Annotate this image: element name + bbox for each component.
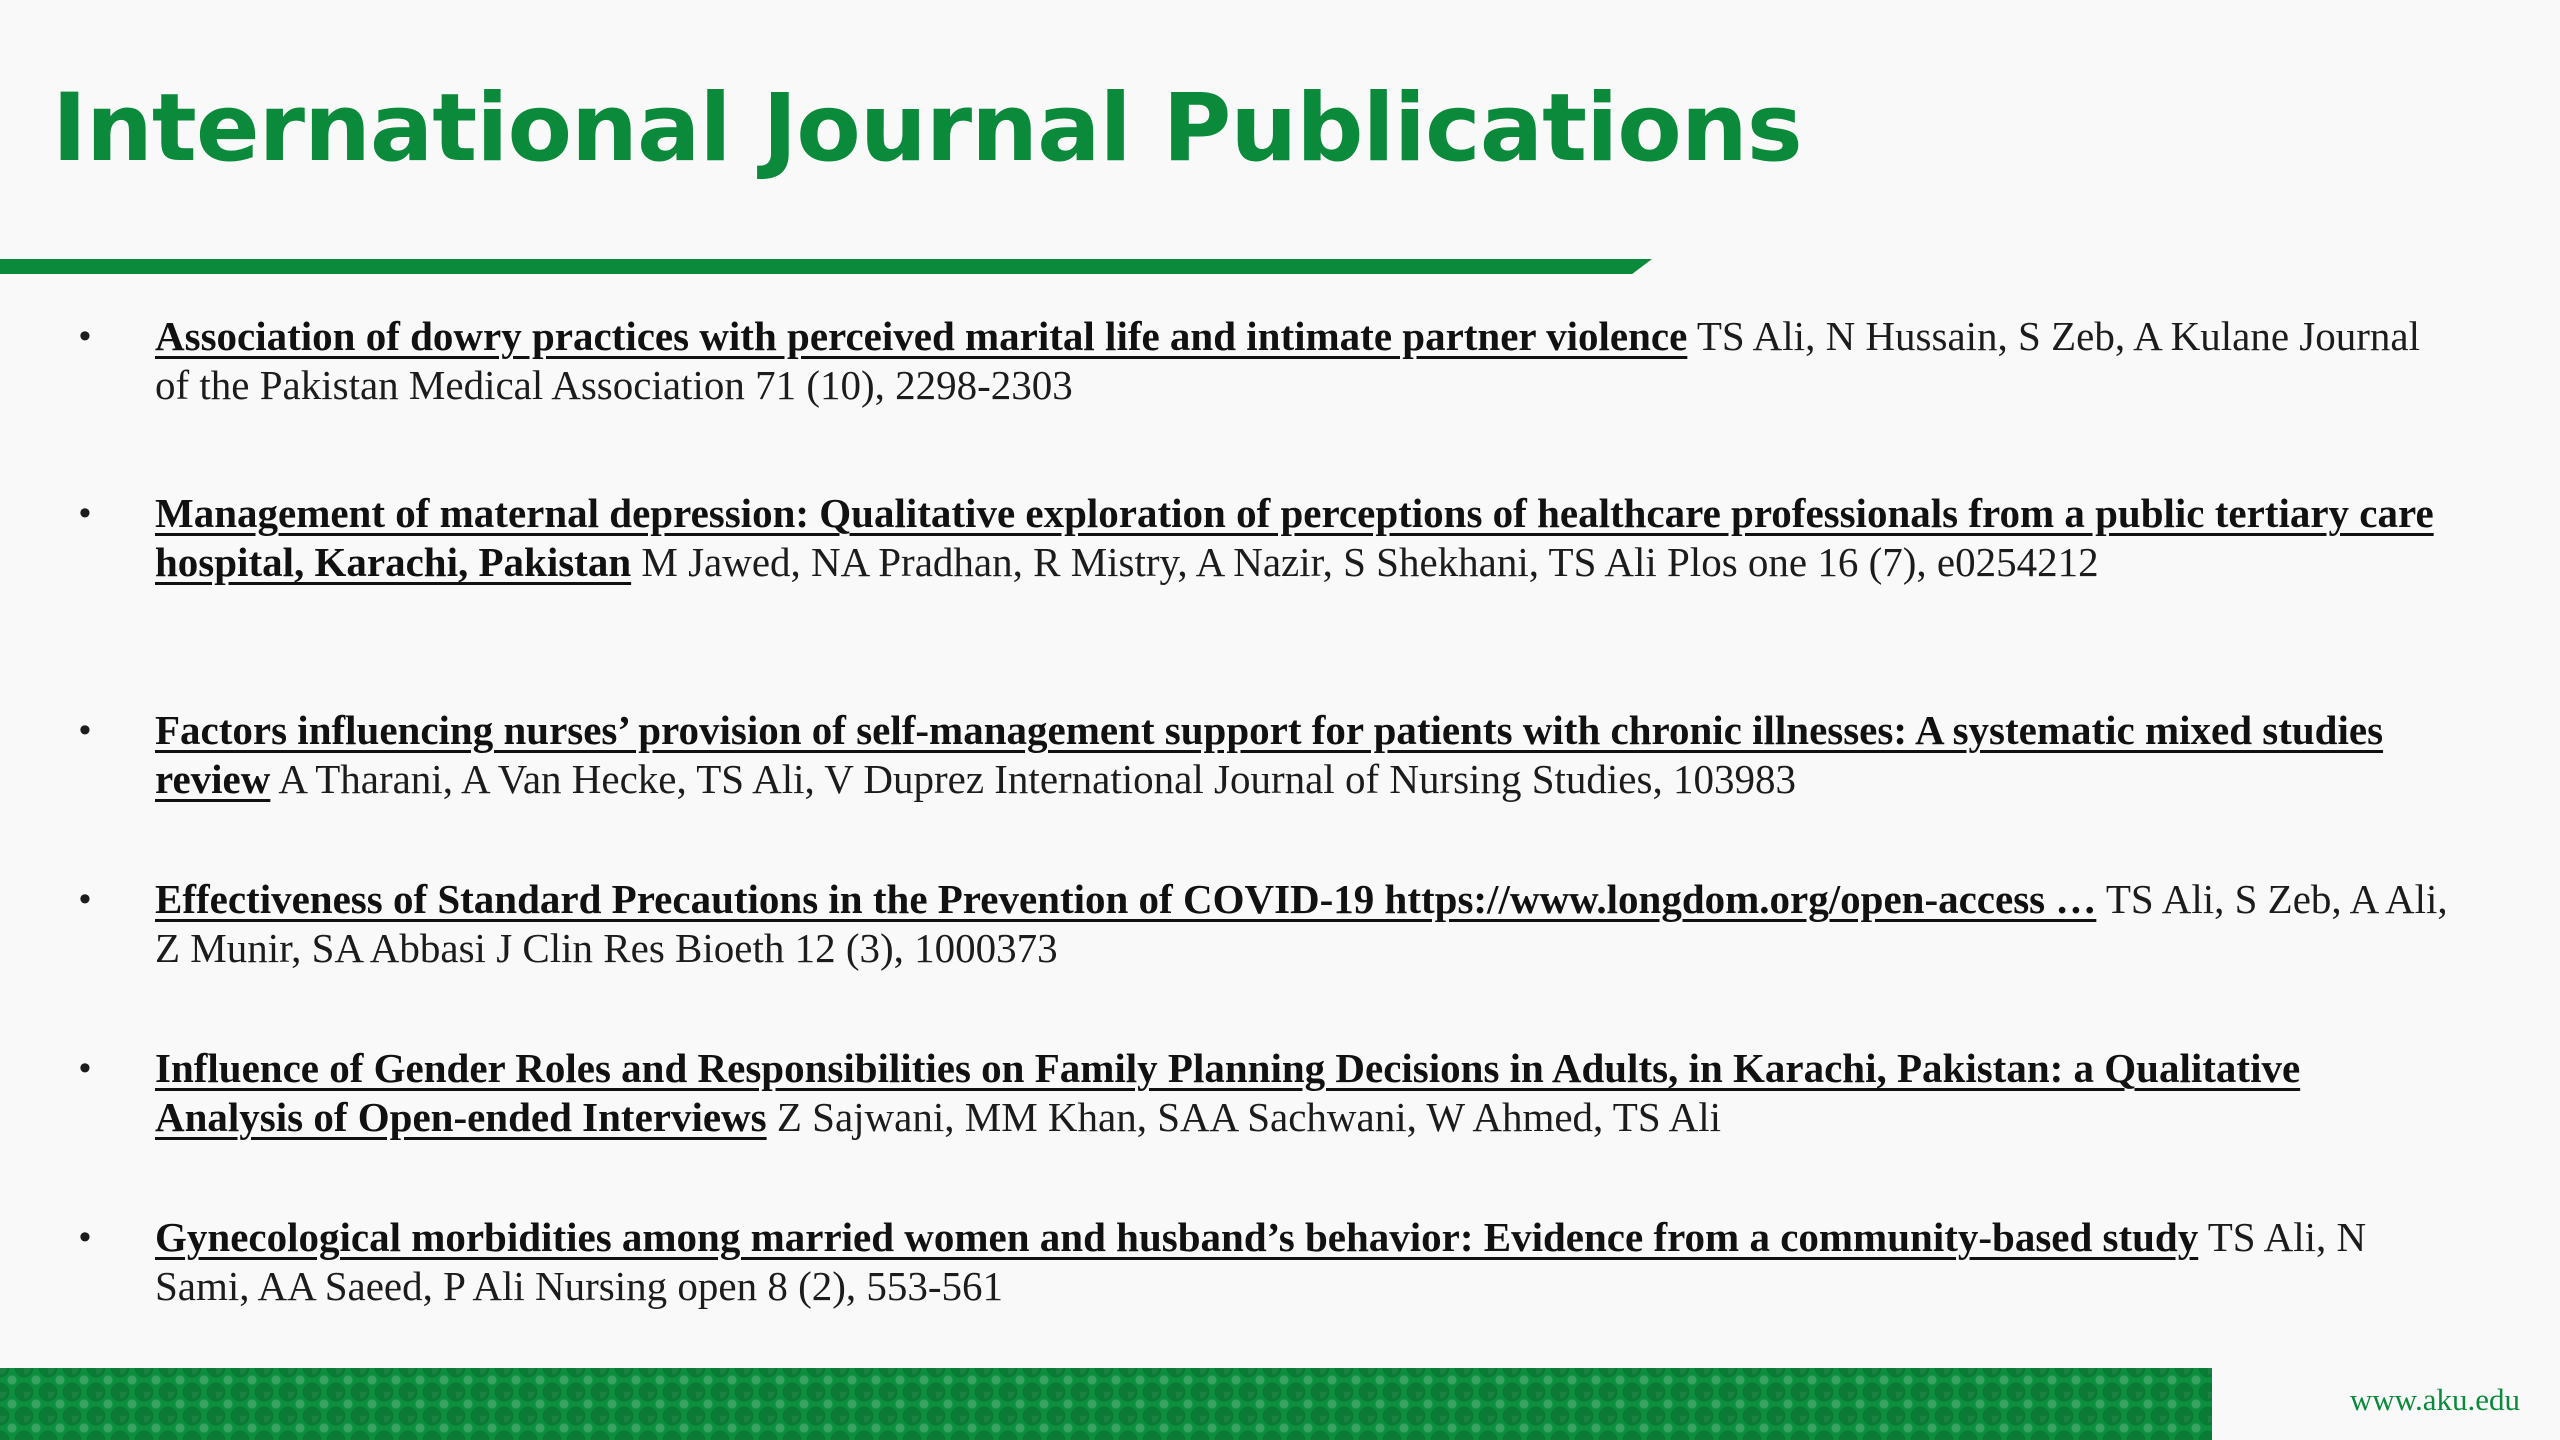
list-item: [155, 489, 2455, 587]
list-item: [155, 875, 2455, 973]
publication-details: TS Ali, N Sami, AA Saeed, P Ali Nursing open 8 (2), 553-561: [155, 1214, 2367, 1309]
list-item: [155, 312, 2455, 410]
list-item: [155, 1044, 2455, 1142]
publication-title-link[interactable]: Gynecological morbidities among married women and husband’s behavior: Evidence from a community-based study: [155, 1214, 2199, 1260]
publication-title-link[interactable]: Factors influencing nurses’ provision of self-management support for patients with chronic illnesses: A systematic mixed studies review: [155, 707, 2384, 802]
publication-title-link[interactable]: Management of maternal depression: Qualitative exploration of perceptions of healthcare professionals from a public tertiary care hospital, Karachi, Pakistan: [155, 490, 2434, 585]
publication-title-link[interactable]: Influence of Gender Roles and Responsibilities on Family Planning Decisions in Adults, in Karachi, Pakistan: a Qualitative Analysis of Open-ended Interviews: [155, 1045, 2301, 1140]
page-title: International Journal Publications: [52, 74, 1802, 183]
title-divider: [0, 259, 1652, 274]
publication-details: TS Ali, S Zeb, A Ali, Z Munir, SA Abbasi J Clin Res Bioeth 12 (3), 1000373: [155, 876, 2448, 971]
publication-details: A Tharani, A Van Hecke, TS Ali, V Duprez International Journal of Nursing Studies, 103983: [278, 756, 1796, 802]
publication-details: Z Sajwani, MM Khan, SAA Sachwani, W Ahmed, TS Ali: [776, 1094, 1722, 1140]
publication-details: TS Ali, N Hussain, S Zeb, A Kulane Journal of the Pakistan Medical Association 71 (10), 2298-2303: [155, 313, 2421, 408]
publication-title-link[interactable]: Association of dowry practices with perceived marital life and intimate partner violence: [155, 313, 1688, 359]
publication-title-link[interactable]: Effectiveness of Standard Precautions in the Prevention of COVID-19 https://www.longdom.org/open-access …: [155, 876, 2097, 922]
list-item: [155, 1213, 2455, 1311]
footer-website-link[interactable]: www.aku.edu: [2349, 1382, 2520, 1417]
publication-details: M Jawed, NA Pradhan, R Mistry, A Nazir, S Shekhani, TS Ali Plos one 16 (7), e0254212: [641, 539, 2099, 585]
footer-pattern-band: [0, 1368, 2212, 1440]
list-item: [155, 706, 2455, 804]
